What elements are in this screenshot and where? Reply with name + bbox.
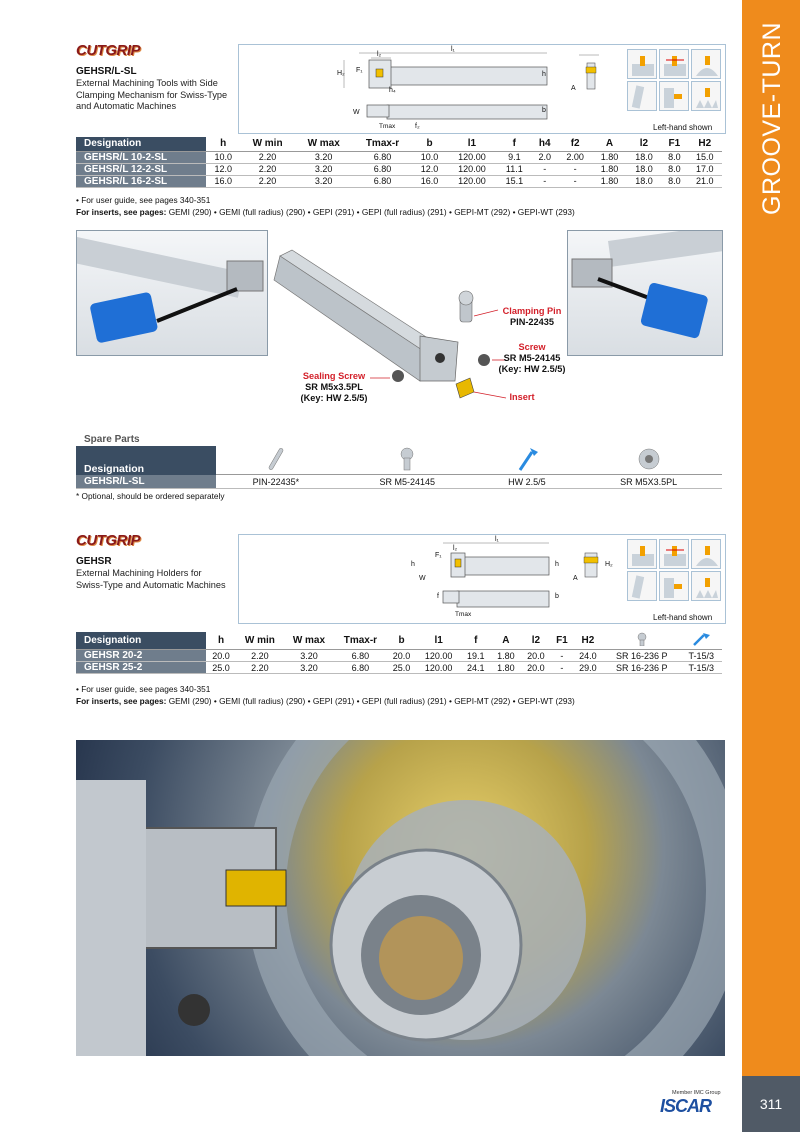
col-header: W min <box>236 632 284 650</box>
cell: 18.0 <box>627 175 661 187</box>
cell: 11.1 <box>497 163 531 175</box>
page-number: 311 <box>742 1076 800 1132</box>
cell: 17.0 <box>688 163 722 175</box>
cell: - <box>532 163 558 175</box>
callout-code: SR M5x3.5PL <box>305 382 363 392</box>
desc-line: and Automatic Machines <box>76 101 177 111</box>
cell: 2.20 <box>240 175 294 187</box>
facing-icon <box>659 571 689 601</box>
col-header: F1 <box>661 137 687 151</box>
table-row <box>76 650 722 662</box>
dim-l1: l₁ <box>451 46 455 53</box>
product-description <box>76 78 227 113</box>
cell: SR M5X3.5PL <box>575 475 722 489</box>
cell: 18.0 <box>627 151 661 163</box>
cell: 3.20 <box>295 175 353 187</box>
cell: 16.0 <box>412 175 446 187</box>
dim-tmax: Tmax <box>379 123 396 130</box>
callout-label: Clamping Pin <box>502 306 562 316</box>
col-header: h <box>206 632 236 650</box>
desc-line: Swiss-Type and Automatic Machines <box>76 579 226 590</box>
grooving-icon <box>627 539 657 569</box>
dim-H2: H₂ <box>337 70 345 77</box>
cell: GEHSR 20-2 <box>76 650 206 662</box>
col-header: H2 <box>573 632 603 650</box>
dim-W: W <box>353 109 360 116</box>
cell: 2.20 <box>240 163 294 175</box>
tool-photo-right <box>567 230 723 356</box>
cutgrip-logo: CUTGRIP <box>76 532 140 549</box>
dim-A: A <box>571 85 576 92</box>
undercut-icon <box>627 571 657 601</box>
col-header: f <box>461 632 491 650</box>
col-header: A <box>491 632 521 650</box>
cell: 16.0 <box>206 175 240 187</box>
dim-F1: F₁ <box>356 67 363 74</box>
cell: 120.00 <box>447 151 497 163</box>
col-header: A <box>592 137 626 151</box>
desc-line: Clamping Mechanism for Swiss-Type <box>76 89 228 100</box>
cutgrip-logo: CUTGRIP <box>76 42 140 59</box>
col-header: F1 <box>551 632 573 650</box>
cell: 2.20 <box>236 662 284 674</box>
dim-h4: h₄ <box>389 87 396 94</box>
key-icon <box>681 632 722 650</box>
member-text: Member IMC Group <box>672 1090 721 1096</box>
cell: 3.20 <box>295 163 353 175</box>
col-header: W min <box>240 137 294 151</box>
threading-icon <box>691 571 721 601</box>
col-header: f2 <box>558 137 592 151</box>
technical-drawing <box>238 44 726 134</box>
cell: 120.00 <box>417 662 461 674</box>
dim-F1: F₁ <box>435 552 442 559</box>
cell: 2.20 <box>236 650 284 662</box>
cell: 12.0 <box>206 163 240 175</box>
dim-f2: f₂ <box>415 123 420 130</box>
cell: 20.0 <box>206 650 236 662</box>
screw-icon <box>336 446 479 475</box>
col-header: W max <box>295 137 353 151</box>
cell: 15.1 <box>497 175 531 187</box>
key-icon <box>479 446 576 475</box>
inserts-label: For inserts, see pages: <box>76 696 167 706</box>
cell: GEHSR/L 12-2-SL <box>76 163 206 175</box>
cell: 20.0 <box>521 650 551 662</box>
left-hand-note: Left-hand shown <box>653 123 713 132</box>
cell: PIN-22435* <box>216 475 336 489</box>
screw-callout <box>490 342 574 375</box>
pin-icon <box>216 446 336 475</box>
cell: 120.00 <box>447 175 497 187</box>
user-guide-note: • For user guide, see pages 340-351 <box>76 684 211 694</box>
cell: 24.0 <box>573 650 603 662</box>
table-row <box>76 662 722 674</box>
undercut-icon <box>627 81 657 111</box>
dim-h: h <box>542 71 546 78</box>
col-header: Designation <box>76 632 206 650</box>
col-header: l2 <box>521 632 551 650</box>
desc-line: External Machining Tools with Side <box>76 78 218 88</box>
desc-line: External Machining Holders for <box>76 568 202 578</box>
cell: 6.80 <box>334 650 386 662</box>
callout-label: Sealing Screw <box>302 371 366 381</box>
dim-l1: l₁ <box>495 536 499 543</box>
cell: 12.0 <box>412 163 446 175</box>
cell: 120.00 <box>417 650 461 662</box>
cell: 120.00 <box>447 163 497 175</box>
table-row <box>76 151 722 163</box>
cell: 6.80 <box>353 151 413 163</box>
cell: 20.0 <box>521 662 551 674</box>
col-header: Tmax-r <box>353 137 413 151</box>
cell: 2.20 <box>240 151 294 163</box>
product-title: GEHSR/L-SL <box>76 66 137 77</box>
cell: 1.80 <box>491 650 521 662</box>
cell: 10.0 <box>206 151 240 163</box>
dim-l2: l₂ <box>453 545 458 552</box>
col-header: f <box>497 137 531 151</box>
cell: GEHSR/L 16-2-SL <box>76 175 206 187</box>
cell: 24.1 <box>461 662 491 674</box>
product-title: GEHSR <box>76 556 112 567</box>
machining-photo <box>76 740 725 1056</box>
cell: HW 2.5/5 <box>479 475 576 489</box>
col-header: W max <box>284 632 335 650</box>
cell: 9.1 <box>497 151 531 163</box>
inserts-list: GEMI (290) • GEMI (full radius) (290) • GEPI (291) • GEPI (full radius) (291) • GEPI-MT (292) • GEPI-WT (293) <box>166 207 575 217</box>
cell: 8.0 <box>661 151 687 163</box>
cell: SR M5-24145 <box>336 475 479 489</box>
cell: 6.80 <box>353 175 413 187</box>
cell: - <box>558 175 592 187</box>
col-header: h <box>206 137 240 151</box>
cell: - <box>551 650 573 662</box>
cell: 18.0 <box>627 163 661 175</box>
callout-key: (Key: HW 2.5/5) <box>300 393 368 403</box>
section-sidebar <box>742 0 800 1132</box>
dim-W: W <box>419 575 426 582</box>
col-header: b <box>387 632 417 650</box>
cell: 8.0 <box>661 163 687 175</box>
gehsr-l-sl-table <box>76 137 722 188</box>
col-header: Designation <box>76 137 206 151</box>
spare-parts-table <box>76 446 722 489</box>
col-header: b <box>412 137 446 151</box>
inserts-note <box>76 696 575 706</box>
turning-icon <box>659 539 689 569</box>
sealing-screw-callout <box>292 371 376 404</box>
cell: - <box>558 163 592 175</box>
cell: GEHSR 25-2 <box>76 662 206 674</box>
dim-H2: H₂ <box>605 561 613 568</box>
cell: 25.0 <box>387 662 417 674</box>
cell: T-15/3 <box>681 662 722 674</box>
cell: 29.0 <box>573 662 603 674</box>
cell: - <box>532 175 558 187</box>
col-header: l1 <box>417 632 461 650</box>
cell: SR 16-236 P <box>603 650 681 662</box>
left-hand-note: Left-hand shown <box>653 613 713 622</box>
cell: GEHSR/L 10-2-SL <box>76 151 206 163</box>
iscar-logo: ISCAR <box>660 1096 712 1116</box>
col-header: h4 <box>532 137 558 151</box>
turning-icon <box>659 49 689 79</box>
callout-code: SR M5-24145 <box>503 353 561 363</box>
cell: 1.80 <box>592 151 626 163</box>
threading-icon <box>691 81 721 111</box>
callout-key: (Key: HW 2.5/5) <box>498 364 566 374</box>
cell: 6.80 <box>334 662 386 674</box>
callout-code: PIN-22435 <box>510 317 554 327</box>
sealing-screw-icon <box>575 446 722 475</box>
dim-h: h <box>411 561 415 568</box>
cell: T-15/3 <box>681 650 722 662</box>
product-description <box>76 568 226 591</box>
cell: 3.20 <box>284 650 335 662</box>
cell: 1.80 <box>491 662 521 674</box>
optional-footnote: * Optional, should be ordered separately <box>76 491 225 501</box>
dim-l2: l₂ <box>377 51 382 58</box>
cell: 10.0 <box>412 151 446 163</box>
section-title: GROOVE-TURN <box>758 22 786 215</box>
dim-b: b <box>555 593 559 600</box>
cell: - <box>551 662 573 674</box>
clamping-pin-callout <box>497 306 567 328</box>
dim-h-right: h <box>555 561 559 568</box>
callout-label: Screw <box>518 342 546 352</box>
gehsr-table <box>76 632 722 674</box>
dim-tmax: Tmax <box>455 611 472 618</box>
cell: 21.0 <box>688 175 722 187</box>
user-guide-note: • For user guide, see pages 340-351 <box>76 195 211 205</box>
spare-parts-title: Spare Parts <box>84 434 140 445</box>
table-row <box>76 163 722 175</box>
cell: 20.0 <box>387 650 417 662</box>
profiling-icon <box>691 539 721 569</box>
technical-drawing <box>238 534 726 624</box>
col-header: Tmax-r <box>334 632 386 650</box>
cell: 15.0 <box>688 151 722 163</box>
cell: 8.0 <box>661 175 687 187</box>
cell: GEHSR/L-SL <box>76 475 216 489</box>
profiling-icon <box>691 49 721 79</box>
col-header: l1 <box>447 137 497 151</box>
col-header: Designation <box>76 446 216 475</box>
dim-b: b <box>542 107 546 114</box>
cell: 25.0 <box>206 662 236 674</box>
cell: 1.80 <box>592 163 626 175</box>
cell: 19.1 <box>461 650 491 662</box>
inserts-list: GEMI (290) • GEMI (full radius) (290) • GEPI (291) • GEPI (full radius) (291) • GEPI-MT (292) • GEPI-WT (293) <box>166 696 575 706</box>
cell: 3.20 <box>284 662 335 674</box>
inserts-label: For inserts, see pages: <box>76 207 167 217</box>
grooving-icon <box>627 49 657 79</box>
tool-photo-left <box>76 230 268 356</box>
cell: SR 16-236 P <box>603 662 681 674</box>
cell: 2.0 <box>532 151 558 163</box>
dim-f: f <box>437 593 439 600</box>
table-row <box>76 175 722 187</box>
col-header: l2 <box>627 137 661 151</box>
screw-icon <box>603 632 681 650</box>
cell: 1.80 <box>592 175 626 187</box>
insert-callout <box>505 392 539 403</box>
cell: 2.00 <box>558 151 592 163</box>
callout-label: Insert <box>509 392 535 402</box>
facing-icon <box>659 81 689 111</box>
inserts-note <box>76 207 575 217</box>
cell: 3.20 <box>295 151 353 163</box>
cell: 6.80 <box>353 163 413 175</box>
col-header: H2 <box>688 137 722 151</box>
dim-A: A <box>573 575 578 582</box>
